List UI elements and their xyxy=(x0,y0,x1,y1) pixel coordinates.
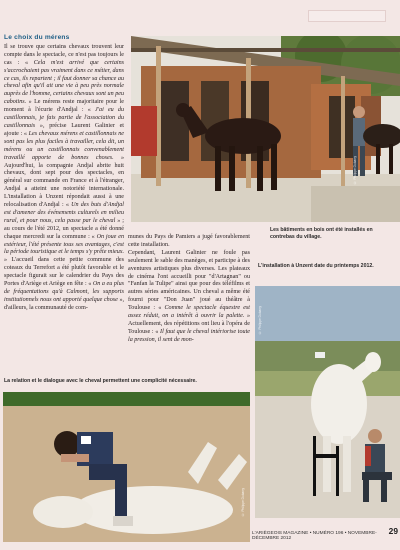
body-text: » Actuellement, des répétitions ont lieu à l'opéra de Toulouse : « xyxy=(128,313,250,335)
photo-trainer xyxy=(3,392,250,542)
col1-paragraph xyxy=(4,44,124,313)
quote-text: Les chevaux mérens et castillonnais ne sont pas les plus faciles à travailler, cela dit, un mérens ou un castillonnais convenablement travaillé apporte de bonnes choses. xyxy=(4,130,124,161)
body-text: » ; au cours de l'été 2012, un spectacle a été donné chaque mercredi sur la commune : « xyxy=(4,217,124,240)
column-2-body xyxy=(128,234,250,345)
text-column-2 xyxy=(128,234,250,345)
caption-stable: Les bâtiments en bois ont été installés en contrebas du village. xyxy=(270,227,373,240)
caption-white-horse: L'installation à Unzent date du printemps 2012. xyxy=(258,263,374,269)
body-text: » Le mérens reste majoritaire pour le moment à l'écurie d'Andjal : « xyxy=(4,99,124,114)
section-title: Le choix du mérens xyxy=(4,34,70,41)
white-horse-photo-art xyxy=(255,286,400,518)
col2-paragraph xyxy=(128,234,250,250)
body-text: munes du Pays de Pamiers a jugé favorablement cette installation. xyxy=(128,234,250,248)
header-box xyxy=(308,10,386,22)
body-text: », d'ailleurs, la communauté de com- xyxy=(4,296,125,311)
trainer-photo-art xyxy=(3,392,250,542)
quote-text: On joue en extérieur, l'été présente tous ses avantages, c'est la période touristique et le temps s'y prête mieux. xyxy=(4,233,125,256)
stable-photo-art xyxy=(131,36,400,222)
photo-credit-white-horse: © Philippe Dubarry xyxy=(258,306,262,335)
quote-text: Comme le spectacle équestre est assez réduit, on a intérêt à ouvrir la palette. xyxy=(128,305,250,320)
col2-paragraph xyxy=(128,250,250,345)
quote-text: Cela m'est arrivé que certains s'accrochaient pas vraiment dans ce métier, dans ce cas, ils repartent ; il faut donner sa chance au cheval afin qu'il ait une vie à peu près normale auprès de l'homme, certains chevaux sont un peu cabotins. xyxy=(4,59,124,106)
body-text: Il se trouve que certains chevaux trouvent leur compte dans le spectacle, ce n'est pas toujours le cas : « xyxy=(4,43,124,66)
quote-text: Il faut que le cheval intériorise toute la pression, il sent de mon- xyxy=(128,328,250,343)
quote-text: Un des buts d'Andjal est d'amener des événements culturels en milieu rural, et pour nous, cela passe par le cheval xyxy=(4,202,124,224)
photo-white-horse xyxy=(255,286,400,518)
caption-trainer: La relation et le dialogue avec le cheval permettent une complicité nécessaire. xyxy=(4,378,197,384)
quote-text: On a eu plus de fréquentations qu'à Calmont, les supports institutionnels nous ont apporté quelque chose xyxy=(4,281,125,303)
text-column-1 xyxy=(4,34,124,313)
quote-text: J'ai eu du castillonnais, je fais partie de l'association du castillonnais xyxy=(4,107,124,129)
body-text: Cependant, Laurent Galinier ne foule pas seulement le sable des manèges, et participe à des aventures artistiques plus diverses. Les plateaux de cinéma l'ont accueilli pour "d'Artagnan" ou "Fanfan la Tulipe" ainsi que pour des téléfilms et autres séries américaines. Un cheval a même été fourni pour "Don Juan" joué au théâtre à Toulouse : « xyxy=(128,249,250,312)
page-footer xyxy=(252,526,398,541)
photo-stable xyxy=(131,36,400,222)
body-text: » Aujourd'hui, la compagnie Andjal abrite huit chevaux, dont sept pour des spectacles, en général sur commande en France et à l'étranger, Andjal a atteint une notoriété internationale. L'installation à Unzent répondait aussi à une relocalisation d'Andjal : « xyxy=(4,154,124,209)
body-text: » L'accueil dans cette petite commune des coteaux du Terrefort a été plutôt favorable et le spectacle figurait sur le calendrier du Pays des Portes d'Ariège et Ariège en fête : « xyxy=(4,257,124,288)
column-1-body xyxy=(4,44,124,313)
footer-magazine-info: L'ARIÈGEOIS MAGAZINE • NUMÉRO 196 • NOVEMBRE-DÉCEMBRE 2012 xyxy=(252,531,377,541)
page-number: 29 xyxy=(388,526,398,536)
photo-credit-stable: © Philippe Dubarry xyxy=(353,156,357,185)
body-text: », précise Laurent Galinier et ajoute : « xyxy=(4,122,124,137)
photo-credit-trainer: © Philippe Dubarry xyxy=(241,488,245,517)
